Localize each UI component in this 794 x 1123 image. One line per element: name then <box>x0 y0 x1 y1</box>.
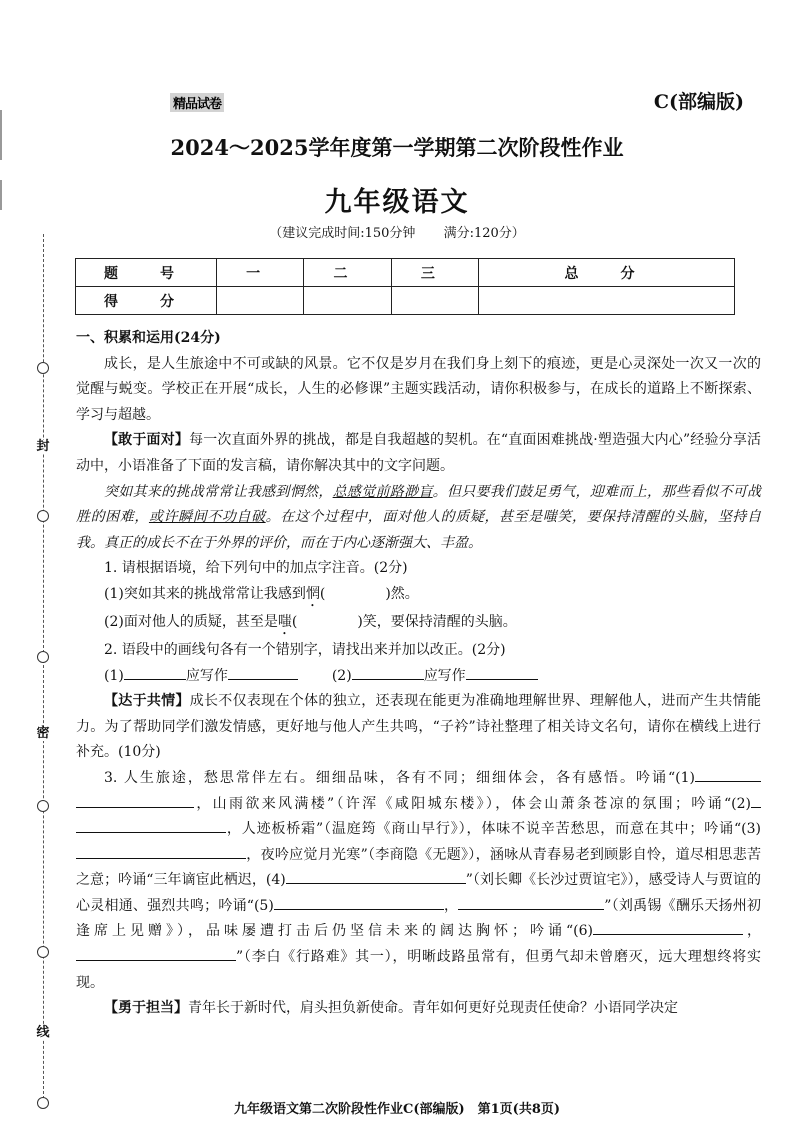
q2-label: (2) <box>331 667 352 684</box>
table-cell: 题 号 <box>76 259 217 287</box>
q2-label: 应写作 <box>423 667 466 684</box>
empathy-tag: 【达于共情】 <box>104 693 190 710</box>
score-field[interactable] <box>478 287 734 315</box>
dotted-char: 嗤 <box>277 613 292 630</box>
binding-label-secret: 密 <box>36 726 50 741</box>
q3-text: 3. 人生旅途，愁思常伴左右。细细品味，各有不同；细细体会，各有感悟。吟诵“(1) <box>104 769 695 786</box>
section-intro: 成长，是人生旅途中不可或缺的风景。它不仅是岁月在我们身上刻下的痕迹，更是心灵深处一次又一次的觉醒与蜕变。学校正在开展“成长，人生的必修课”主题实践活动，请你积极参与，在成长的道路上不断探索、学习与超越。 <box>76 355 761 423</box>
section-heading: 一、积累和运用(24分) <box>76 330 221 346</box>
score-field[interactable] <box>391 287 478 315</box>
face-text: 每一次直面外界的挑战，都是自我超越的契机。在“直面困难挑战·塑造强大内心”经验分享活动中，小语准备了下面的发言稿，请你解决其中的文字问题。 <box>76 432 762 474</box>
face-tag: 【敢于面对】 <box>104 432 190 449</box>
q2-label: (1) <box>104 667 124 684</box>
binding-hole-icon <box>37 510 49 522</box>
q3-text: ，人迹板桥霜”（温庭筠《商山早行》），体味不说辛苦愁思，而意在其中；吟诵“(3) <box>226 821 761 838</box>
page-footer: 九年级语文第二次阶段性作业C(部编版) 第1页(共8页) <box>233 1102 561 1117</box>
q1b-text: )笑，要保持清醒的头脑。 <box>357 613 517 630</box>
question-2-answers <box>76 664 761 690</box>
answer-blank[interactable] <box>124 664 186 680</box>
empathy-text: 成长不仅表现在个体的独立，还表现在能更为准确地理解世界、理解他人，进而产生共情能力。为了帮助同学们激发情感，更好地与他人产生共鸣，“子衿”诗社整理了相关诗文名句，请你在横线上进行补充。(10分) <box>76 693 761 761</box>
binding-hole-icon <box>37 362 49 374</box>
score-table-score-row <box>76 287 735 315</box>
answer-blank[interactable] <box>466 664 538 680</box>
answer-blank[interactable] <box>76 945 236 961</box>
answer-blank[interactable] <box>352 664 424 680</box>
responsibility-text: 青年长于新时代，肩头担负新使命。青年如何更好兑现责任使命？小语同学决定 <box>188 1000 678 1017</box>
speech-text: 。在这个过程中，面对他人的质疑，甚至是嗤笑，要保持清醒的头脑，坚持自我。真正的成长不在于外界的评价，而在于内心逐渐强大、丰盈。 <box>76 509 762 551</box>
exam-time-info <box>0 222 794 241</box>
binding-hole-icon <box>37 651 49 663</box>
edition-label: C(部编版) <box>653 91 744 113</box>
q3-text: ，山雨欲来风满楼”（许浑《咸阳城东楼》），体会山萧条苍凉的氛围；吟诵“(2) <box>194 795 751 812</box>
answer-blank[interactable] <box>593 919 743 935</box>
full-score: 满分:120分） <box>443 226 525 241</box>
question-3 <box>76 766 761 996</box>
table-cell: 一 <box>217 259 304 287</box>
q3-text: ”（李白《行路难》其一），明晰歧路虽常有，但勇气却未曾磨灭，远大理想终将实现。 <box>76 949 761 991</box>
answer-blank[interactable] <box>528 894 604 910</box>
paren: ( <box>319 585 326 602</box>
score-table <box>75 258 735 315</box>
binding-hole-icon <box>37 946 49 958</box>
q3-text: ”（刘长卿《长沙过贾谊宅》），感受诗人与贾谊的心灵相通、强烈共鸣；吟诵“(5) <box>76 872 762 914</box>
table-cell: 总 分 <box>478 259 734 287</box>
q1a-text: )然。 <box>385 585 419 602</box>
answer-blank[interactable] <box>228 664 298 680</box>
q3-text: ，夜吟应觉月光寒”（李商隐《无题》），涵咏从青春易老到顾影自怜，道尽相思悲苦之意；吟诵“三年谪宦此栖迟，(4) <box>76 846 761 889</box>
q3-text: ， <box>443 897 459 914</box>
binding-hole-icon <box>37 800 49 812</box>
answer-blank[interactable] <box>325 583 385 598</box>
answer-blank[interactable] <box>751 792 761 808</box>
responsibility-tag: 【勇于担当】 <box>104 1000 188 1017</box>
score-field[interactable] <box>304 287 391 315</box>
q3-text: ， <box>743 923 761 940</box>
dotted-char: 惘 <box>305 585 320 602</box>
speech-text: 突如其来的挑战常常让我感到惘然， <box>104 483 333 500</box>
paren: ( <box>291 613 298 630</box>
answer-blank[interactable] <box>695 766 761 782</box>
answer-blank[interactable] <box>297 611 357 626</box>
binding-label-seal: 封 <box>36 439 50 454</box>
answer-blank[interactable] <box>76 792 194 808</box>
empathy-paragraph <box>76 689 761 766</box>
q2-label: 应写作 <box>185 667 228 684</box>
speech-text: 。但只要我们鼓足勇气，迎难而上，那些看似不可战胜的困难， <box>76 483 762 526</box>
question-1a <box>76 582 761 610</box>
answer-blank[interactable] <box>76 817 226 833</box>
publisher-logo: 精品试卷 <box>170 93 224 112</box>
table-cell: 三 <box>391 259 478 287</box>
underlined-sentence-2: 或许瞬间不功自破 <box>148 509 266 526</box>
binding-label-line: 线 <box>36 1025 50 1040</box>
answer-blank[interactable] <box>76 843 246 859</box>
table-cell: 二 <box>304 259 391 287</box>
face-paragraph <box>76 428 761 479</box>
time-advice: （建议完成时间:150分钟 <box>269 226 416 241</box>
q1b-text: (2)面对他人的质疑，甚至是 <box>104 613 278 630</box>
subject-title: 九年级语文 <box>324 187 470 218</box>
underlined-sentence-1: 总感觉前路渺盲 <box>332 483 433 500</box>
answer-blank[interactable] <box>458 894 528 910</box>
question-2: 2. 语段中的画线句各有一个错别字，请找出来并加以改正。(2分) <box>104 641 506 658</box>
q3-text: ”（刘禹锡《酬乐天扬州初逢席上见赠》），品味屡遭打击后仍坚信未来的阔达胸怀；吟诵“(6) <box>76 897 761 940</box>
exam-title: 2024～2025学年度第一学期第二次阶段性作业 <box>170 135 624 160</box>
score-field[interactable] <box>217 287 304 315</box>
answer-blank[interactable] <box>274 894 444 910</box>
speech-draft <box>76 480 761 557</box>
responsibility-paragraph <box>76 996 761 1022</box>
answer-blank[interactable] <box>286 868 466 884</box>
score-table-header-row <box>76 259 735 287</box>
q1a-text: (1)突如其来的挑战常常让我感到 <box>104 585 306 602</box>
question-1b <box>76 610 761 638</box>
table-cell: 得 分 <box>76 287 217 315</box>
section-1 <box>76 326 761 1022</box>
question-1: 1. 请根据语境，给下列句中的加点字注音。(2分) <box>104 560 408 577</box>
